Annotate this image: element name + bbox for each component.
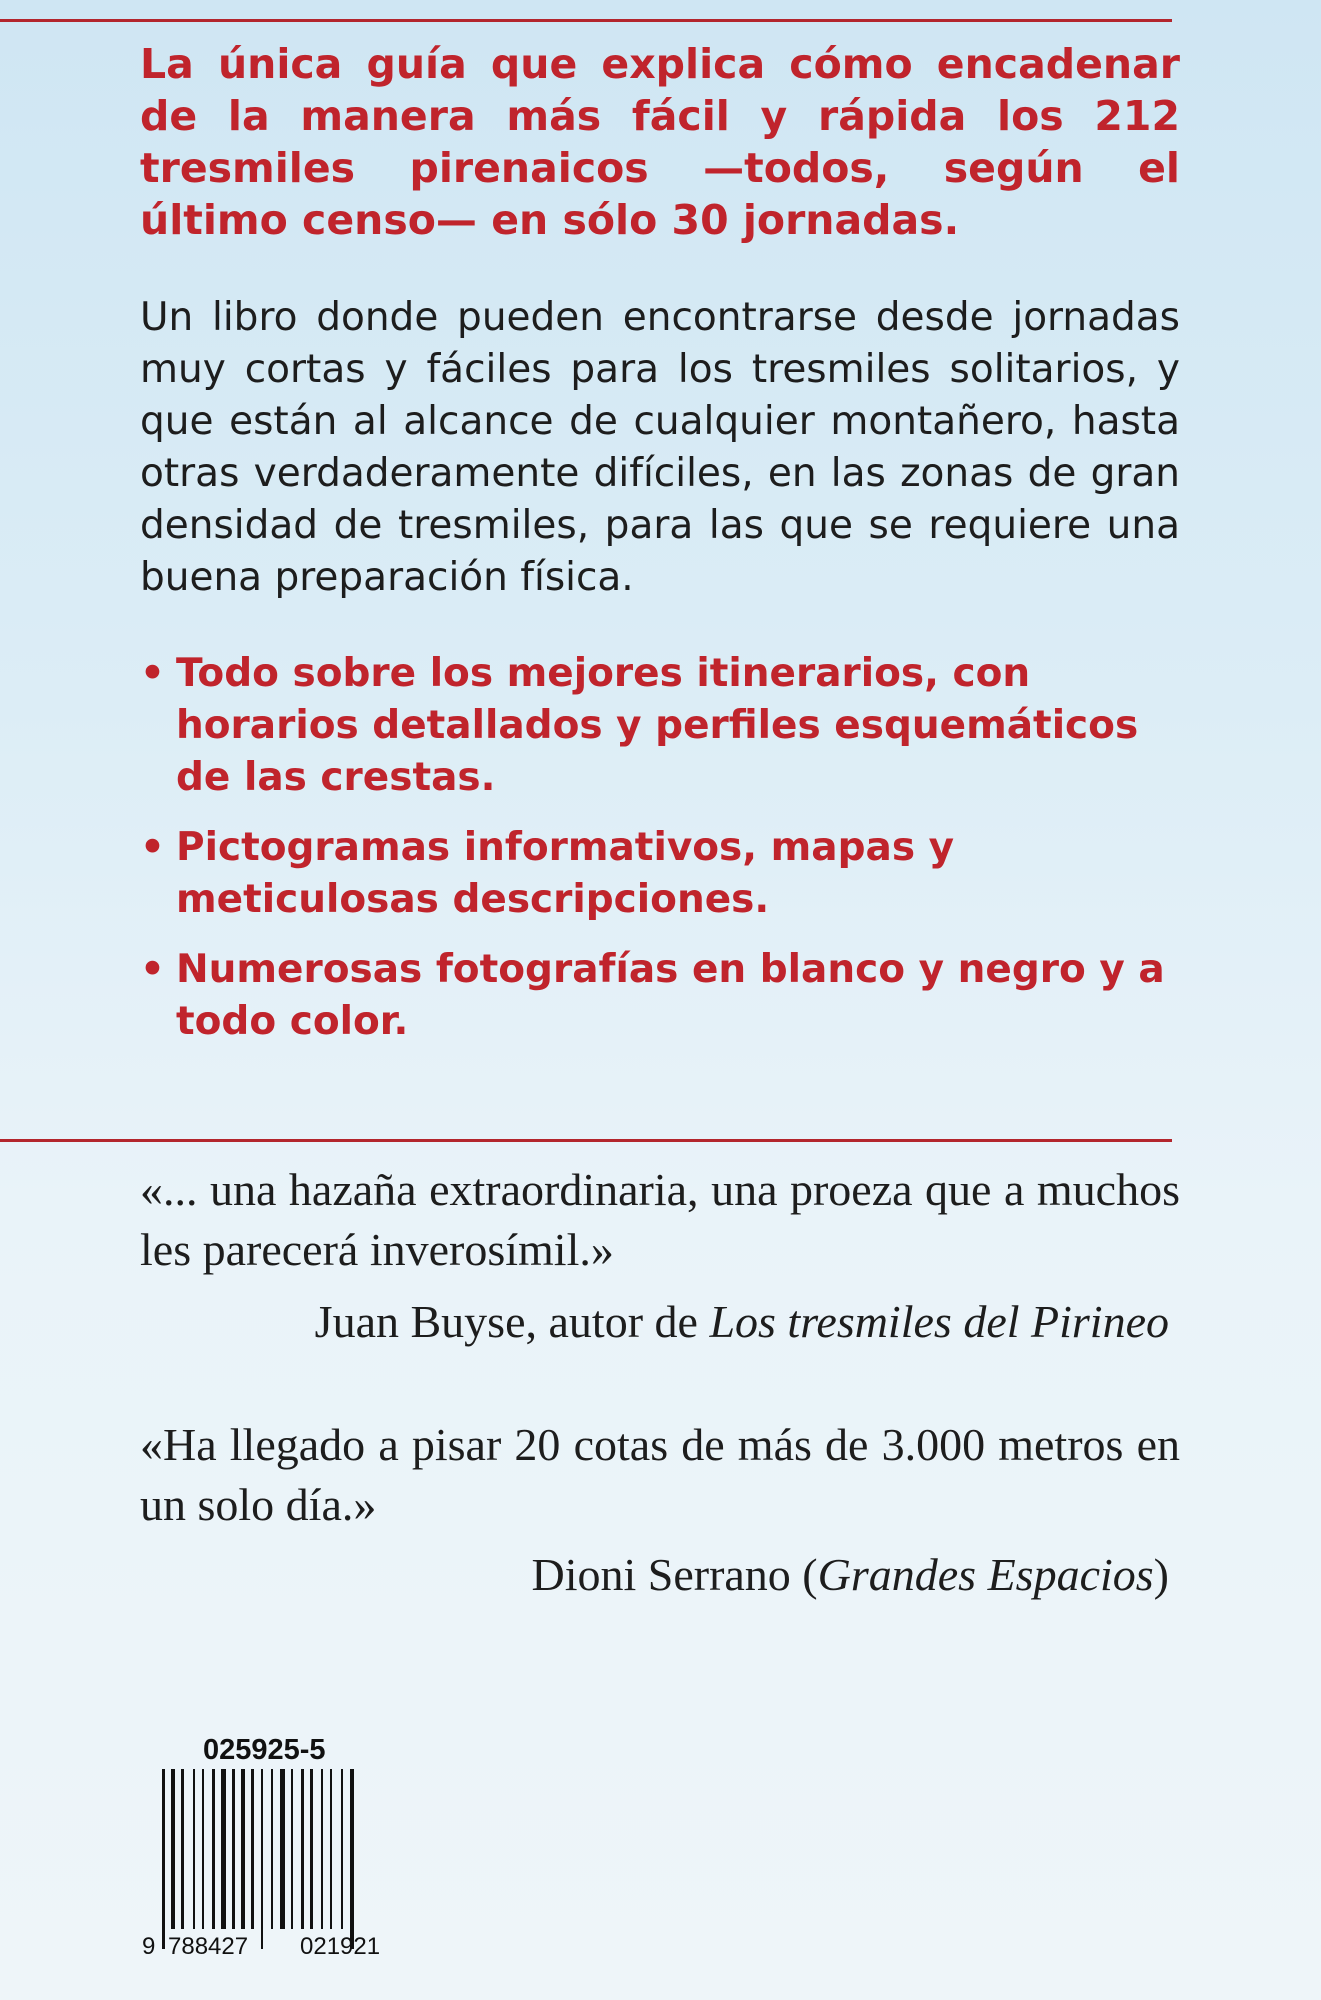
feature-item (140, 944, 1180, 1048)
attribution-title: Grandes Espacios (817, 1549, 1154, 1600)
barcode-right-digits: 021921 (300, 1933, 381, 1960)
bullet-icon: • (140, 947, 165, 992)
bullet-icon: • (140, 651, 165, 696)
review-quote: «... una hazaña extraordinaria, una proeza que a muchos les parecerá inverosímil.» (140, 1164, 1180, 1275)
attribution-author: Dioni Serrano ( (531, 1549, 818, 1600)
barcode-bar (232, 1769, 235, 1929)
barcode-bar (221, 1769, 226, 1929)
barcode-first-digit: 9 (142, 1933, 156, 1960)
barcode-bar (291, 1769, 293, 1929)
product-code: 025925-5 (203, 1734, 326, 1766)
barcode-bar (212, 1769, 215, 1929)
barcode-bar (241, 1769, 245, 1929)
barcode-bar (271, 1769, 273, 1929)
description-paragraph: Un libro donde pueden encontrarse desde jornadas muy cortas y fáciles para los tresmiles solitarios, y que están al alcance de cualquier montañero, hasta otras verdaderamente difíciles, en las zonas de gran densidad de tresmiles, para las que se requiere una buena preparación física. (140, 295, 1180, 600)
feature-text: Numerosas fotografías en blanco y negro y a todo color. (176, 947, 1165, 1044)
barcode-bar (171, 1769, 175, 1929)
barcode-bar (330, 1769, 332, 1929)
feature-item (140, 648, 1180, 804)
top-divider (0, 19, 1172, 22)
barcode-bar (280, 1769, 285, 1929)
review-quote: «Ha llegado a pisar 20 cotas de más de 3.000 metros en un solo día.» (140, 1419, 1180, 1530)
barcode-bar (310, 1769, 313, 1929)
attribution-title: Los tresmiles del Pirineo (709, 1296, 1169, 1347)
review-attribution (531, 1545, 1169, 1605)
attribution-suffix: ) (1153, 1549, 1169, 1600)
barcode-bar (181, 1769, 184, 1929)
barcode-bar (350, 1769, 354, 1949)
review-attribution (315, 1292, 1169, 1352)
feature-list (140, 648, 1180, 1066)
feature-text: Pictogramas informativos, mapas y meticulosas descripciones. (176, 825, 955, 922)
middle-divider (0, 1139, 1172, 1142)
barcode-bar (341, 1769, 343, 1929)
barcode-bar (301, 1769, 304, 1929)
barcode-bar (251, 1769, 254, 1929)
barcode-bar (193, 1769, 195, 1929)
barcode-bar (321, 1769, 323, 1929)
attribution-author: Juan Buyse, autor de (314, 1296, 710, 1347)
barcode-left-digits: 788427 (168, 1933, 249, 1960)
barcode-bar (162, 1769, 165, 1949)
barcode-bar (202, 1769, 204, 1929)
feature-text: Todo sobre los mejores itinerarios, con horarios detallados y perfiles esquemáticos de las crestas. (176, 651, 1139, 800)
barcode (140, 1765, 425, 1965)
feature-item (140, 822, 1180, 926)
barcode-bar (261, 1769, 263, 1949)
bullet-icon: • (140, 825, 165, 870)
intro-blurb: La única guía que explica cómo encadenar de la manera más fácil y rápida los 212 tresmiles pirenaicos —todos, según el último censo— en sólo 30 jornadas. (140, 40, 1180, 244)
